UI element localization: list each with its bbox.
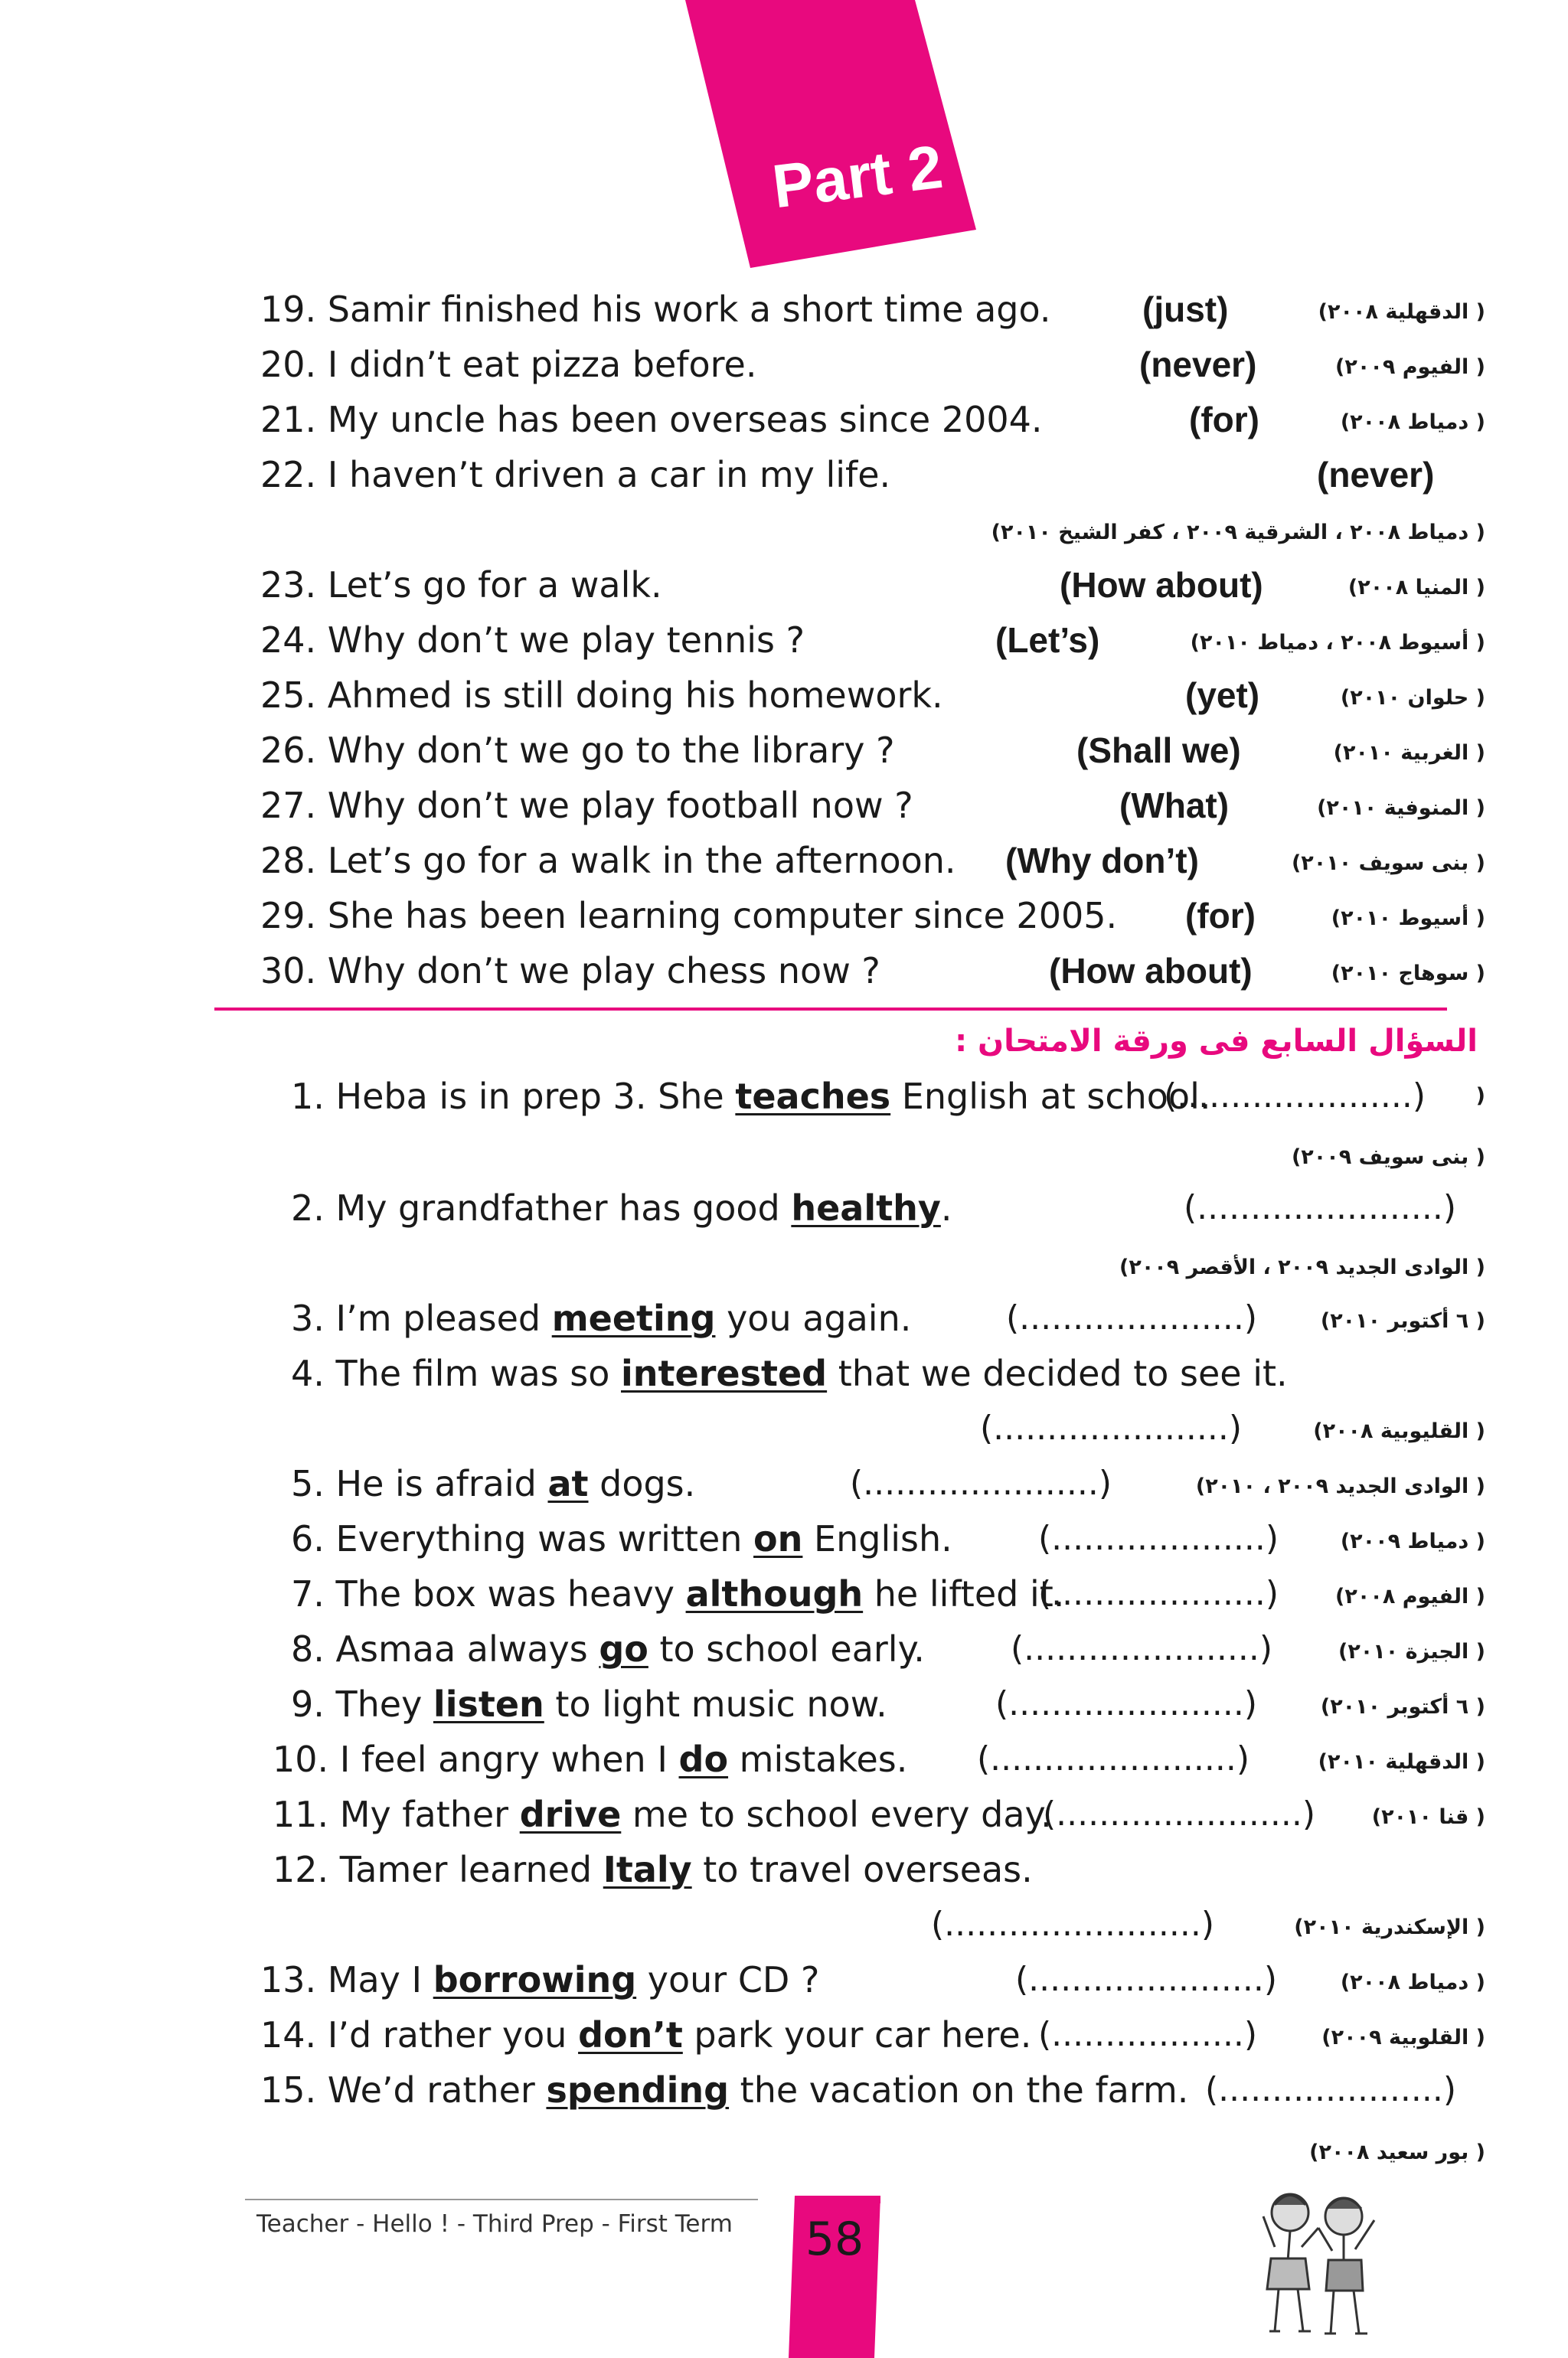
error-word: spending — [546, 2069, 730, 2111]
question-row — [0, 672, 1568, 718]
error-word: Italy — [603, 1849, 692, 1890]
question-row — [0, 286, 1568, 332]
question-row — [0, 1571, 1568, 1617]
answer-blank[interactable]: (.......................) — [1184, 1188, 1457, 1227]
source: ( الوادى الجديد ٢٠٠٩ ، ٢٠١٠) — [1195, 1475, 1485, 1498]
answer-blank[interactable]: (.....................) — [1205, 2070, 1457, 2109]
question-text: 21. My uncle has been overseas since 2004. — [260, 399, 1043, 440]
error-word: at — [547, 1463, 589, 1504]
part-title: Part 2 — [769, 132, 946, 221]
source: ( حلوان ٢٠١٠) — [1340, 686, 1485, 710]
source: ( سوهاج ٢٠١٠) — [1331, 962, 1485, 985]
source: ( دمياط ٢٠٠٨) — [1340, 410, 1485, 434]
question-row — [0, 1791, 1568, 1837]
question-row — [0, 1626, 1568, 1672]
keyword: (Why don’t) — [1005, 841, 1199, 880]
answer-blank[interactable]: (......................) — [980, 1409, 1243, 1448]
page-number: 58 — [805, 2213, 864, 2266]
error-word: meeting — [551, 1298, 716, 1339]
answer-blank[interactable]: (..................) — [1038, 2015, 1258, 2054]
question-text: 3. I’m pleased meeting you again. — [291, 1298, 912, 1339]
keyword: (What) — [1119, 785, 1230, 825]
source: ( الفيوم ٢٠٠٩) — [1335, 355, 1485, 379]
question-row — [0, 1516, 1568, 1562]
question-row — [0, 2012, 1568, 2058]
question-row — [0, 1185, 1568, 1231]
keyword: (never) — [1317, 455, 1435, 495]
question-row — [0, 2067, 1568, 2113]
question-text: 19. Samir finished his work a short time ago. — [260, 289, 1051, 330]
source: ( القليوبية ٢٠٠٨) — [1313, 1419, 1485, 1443]
question-row — [0, 397, 1568, 443]
source-marker: ( — [1475, 1084, 1485, 1108]
error-word: don’t — [578, 2014, 683, 2056]
question-row — [0, 727, 1568, 773]
error-word: on — [753, 1518, 803, 1559]
error-word: do — [678, 1739, 729, 1780]
error-word: borrowing — [433, 1959, 637, 2000]
question-text: 4. The film was so interested that we decided to see it. — [291, 1353, 1288, 1394]
question-row — [0, 1847, 1568, 1893]
question-row — [0, 452, 1568, 498]
answer-blank[interactable]: (......................) — [1015, 1960, 1278, 1999]
question-text: 12. Tamer learned Italy to travel overseas. — [273, 1849, 1033, 1890]
source-row — [0, 1242, 1568, 1288]
source: ( بنى سويف ٢٠١٠) — [1291, 851, 1485, 875]
keyword: (yet) — [1185, 675, 1260, 715]
question-text: 9. They listen to light music now. — [291, 1684, 887, 1725]
answer-blank[interactable]: (.......................) — [977, 1739, 1250, 1778]
question-text: 29. She has been learning computer since 2005. — [260, 895, 1118, 936]
blank-row — [0, 1902, 1568, 1948]
question-text: 2. My grandfather has good healthy. — [291, 1187, 952, 1229]
question-text: 14. I’d rather you don’t park your car here. — [260, 2014, 1032, 2056]
error-word: go — [599, 1628, 648, 1670]
source: ( بنى سويف ٢٠٠٩) — [1291, 1145, 1485, 1169]
question-text: 11. My father drive me to school every day. — [273, 1794, 1052, 1835]
source: ( دمياط ٢٠٠٨ ، الشرقية ٢٠٠٩ ، كفر الشيخ ٢٠١٠) — [991, 521, 1485, 544]
keyword: (Let’s) — [995, 620, 1100, 660]
error-word: healthy — [791, 1187, 941, 1229]
question-row — [0, 341, 1568, 387]
question-text: 23. Let’s go for a walk. — [260, 564, 662, 606]
question-text: 8. Asmaa always go to school early. — [291, 1628, 925, 1670]
question-text: 20. I didn’t eat pizza before. — [260, 344, 757, 385]
question-row — [0, 893, 1568, 939]
source: ( بور سعيد ٢٠٠٨) — [1309, 2141, 1485, 2164]
question-row — [0, 782, 1568, 828]
question-row — [0, 1957, 1568, 2003]
keyword: (just) — [1142, 289, 1229, 329]
error-word: drive — [519, 1794, 622, 1835]
answer-blank[interactable]: (......................) — [1011, 1629, 1273, 1668]
question-text: 7. The box was heavy although he lifted it. — [291, 1573, 1065, 1615]
question-text: 28. Let’s go for a walk in the afternoon. — [260, 840, 956, 881]
question-row — [0, 1681, 1568, 1727]
section-heading: السؤال السابع فى ورقة الامتحان : — [955, 1024, 1478, 1059]
error-word: teaches — [735, 1076, 891, 1117]
keyword: (How about) — [1049, 951, 1253, 991]
question-row — [0, 617, 1568, 663]
answer-blank[interactable]: (......................) — [850, 1464, 1112, 1503]
source: ( الدقهلية ٢٠١٠) — [1318, 1750, 1485, 1774]
answer-blank[interactable]: (........................) — [931, 1905, 1215, 1944]
source-row — [0, 507, 1568, 553]
question-text: 24. Why don’t we play tennis ? — [260, 619, 805, 661]
source: ( ٦ أكتوبر ٢٠١٠) — [1320, 1309, 1485, 1333]
answer-blank[interactable]: (......................) — [995, 1684, 1258, 1723]
source: ( الإسكندرية ٢٠١٠) — [1294, 1915, 1485, 1939]
footer-book-title: Teacher - Hello ! - Third Prep - First Term — [256, 2210, 733, 2238]
question-text: 5. He is afraid at dogs. — [291, 1463, 696, 1504]
question-text: 26. Why don’t we go to the library ? — [260, 730, 895, 771]
source: ( قنا ٢٠١٠) — [1371, 1805, 1485, 1829]
source: ( الغربية ٢٠١٠) — [1333, 741, 1485, 765]
error-word: interested — [621, 1353, 828, 1394]
source-row — [0, 1132, 1568, 1177]
question-row — [0, 562, 1568, 608]
keyword: (never) — [1139, 345, 1257, 384]
question-text: 25. Ahmed is still doing his homework. — [260, 674, 943, 716]
question-text: 30. Why don’t we play chess now ? — [260, 950, 880, 991]
question-text: 15. We’d rather spending the vacation on the farm. — [260, 2069, 1189, 2111]
question-text: 22. I haven’t driven a car in my life. — [260, 454, 891, 495]
source: ( الوادى الجديد ٢٠٠٩ ، الأقصر ٢٠٠٩) — [1119, 1256, 1485, 1279]
question-row — [0, 838, 1568, 883]
source: ( دمياط ٢٠٠٨) — [1340, 1971, 1485, 1994]
source: ( أسيوط ٢٠١٠) — [1331, 906, 1485, 930]
source: ( الجيزة ٢٠١٠) — [1338, 1640, 1485, 1664]
answer-blank[interactable]: (.....................) — [1006, 1298, 1258, 1337]
question-text: 13. May I borrowing your CD ? — [260, 1959, 820, 2000]
error-word: listen — [433, 1684, 544, 1725]
answer-blank[interactable]: (....................) — [1038, 1519, 1279, 1558]
source: ( المنيا ٢٠٠٨) — [1348, 576, 1485, 599]
source: ( الفيوم ٢٠٠٨) — [1335, 1585, 1485, 1608]
source: ( أسيوط ٢٠٠٨ ، دمياط ٢٠١٠) — [1190, 631, 1485, 655]
blank-row — [0, 1406, 1568, 1452]
source: ( الدقهلية ٢٠٠٨) — [1318, 300, 1485, 324]
question-row — [0, 948, 1568, 994]
question-row — [0, 1461, 1568, 1507]
keyword: (How about) — [1060, 565, 1263, 605]
question-row — [0, 1073, 1568, 1119]
answer-blank[interactable]: (......................) — [1164, 1076, 1426, 1115]
question-row — [0, 1295, 1568, 1341]
question-text: 6. Everything was written on English. — [291, 1518, 952, 1559]
question-text: 27. Why don’t we play football now ? — [260, 785, 913, 826]
question-text: 10. I feel angry when I do mistakes. — [273, 1739, 908, 1780]
keyword: (Shall we) — [1076, 730, 1241, 770]
error-word: although — [685, 1573, 864, 1615]
section-divider — [214, 1008, 1447, 1011]
question-row — [0, 1736, 1568, 1782]
kids-illustration — [1248, 2174, 1386, 2350]
keyword: (for) — [1189, 400, 1259, 439]
footer-rule — [245, 2199, 758, 2200]
answer-blank[interactable]: (.......................) — [1043, 1795, 1316, 1834]
source: ( القلوبية ٢٠٠٩) — [1321, 2026, 1485, 2049]
answer-blank[interactable]: (....................) — [1038, 1574, 1279, 1613]
source: ( المنوفية ٢٠١٠) — [1317, 796, 1485, 820]
source: ( ٦ أكتوبر ٢٠١٠) — [1320, 1695, 1485, 1719]
source-row — [0, 2127, 1568, 2173]
keyword: (for) — [1185, 896, 1256, 936]
source: ( دمياط ٢٠٠٩) — [1340, 1530, 1485, 1553]
question-text: 1. Heba is in prep 3. She teaches English at school. — [291, 1076, 1211, 1117]
question-row — [0, 1350, 1568, 1396]
